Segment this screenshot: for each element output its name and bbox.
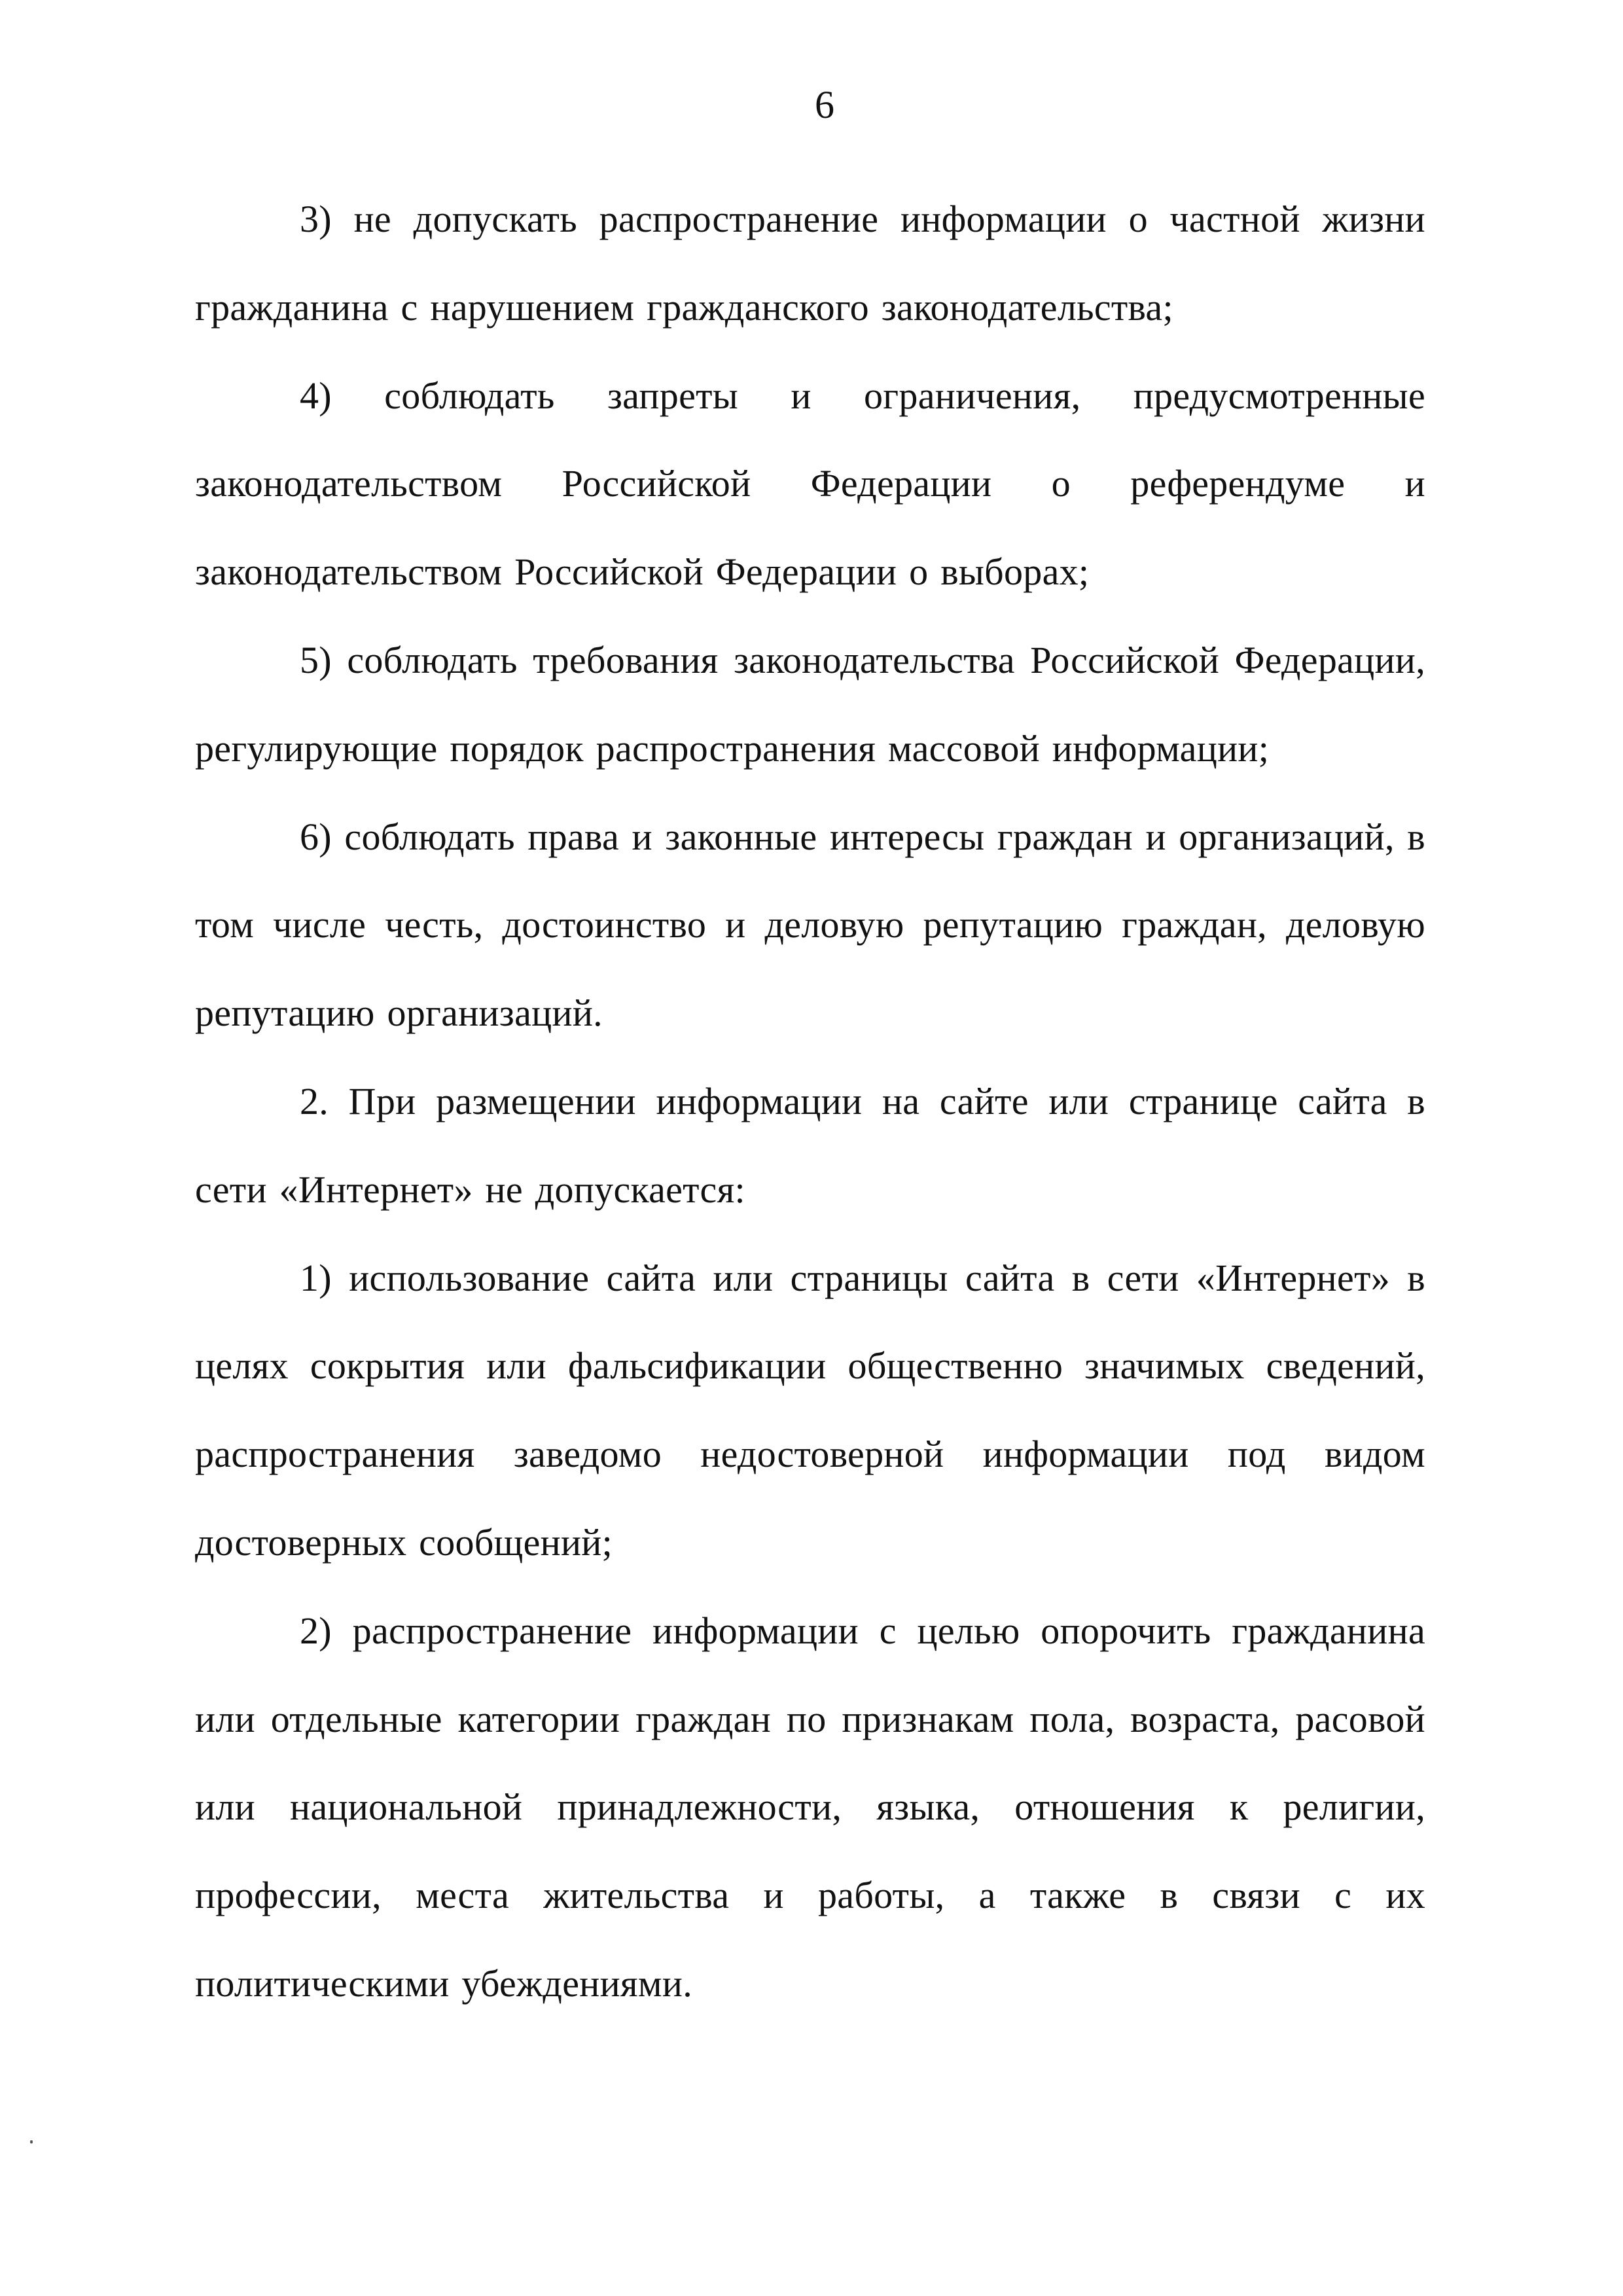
paragraph-item-4: 4) соблюдать запреты и ограничения, предусмотренные законодательством Российской Федерации о референдуме и законодательством Российской Федерации о выборах; bbox=[195, 374, 1425, 594]
document-body bbox=[195, 175, 1425, 2028]
paragraph-section-2: 2. При размещении информации на сайте или странице сайта в сети «Интернет» не допускается: bbox=[195, 1079, 1425, 1211]
paragraph-item-3: 3) не допускать распространение информации о частной жизни гражданина с нарушением гражданского законодательства; bbox=[195, 198, 1425, 329]
page-number: 6 bbox=[815, 83, 834, 126]
scan-artifact-dot bbox=[30, 2140, 33, 2144]
paragraph-item-5: 5) соблюдать требования законодательства Российской Федерации, регулирующие порядок распространения массовой информации; bbox=[195, 638, 1425, 770]
paragraph-item-6: 6) соблюдать права и законные интересы граждан и организаций, в том числе честь, достоинство и деловую репутацию граждан, деловую репутацию организаций. bbox=[195, 815, 1425, 1035]
paragraph-subitem-1: 1) использование сайта или страницы сайта в сети «Интернет» в целях сокрытия или фальсификации общественно значимых сведений, распространения заведомо недостоверной информации под видом достоверных сообщений; bbox=[195, 1256, 1425, 1564]
paragraph-subitem-2: 2) распространение информации с целью опорочить гражданина или отдельные категории граждан по признакам пола, возраста, расовой или национальной принадлежности, языка, отношения к религии, профессии, места жительства и работы, а также в связи с их политическими убеждениями. bbox=[195, 1609, 1425, 2005]
